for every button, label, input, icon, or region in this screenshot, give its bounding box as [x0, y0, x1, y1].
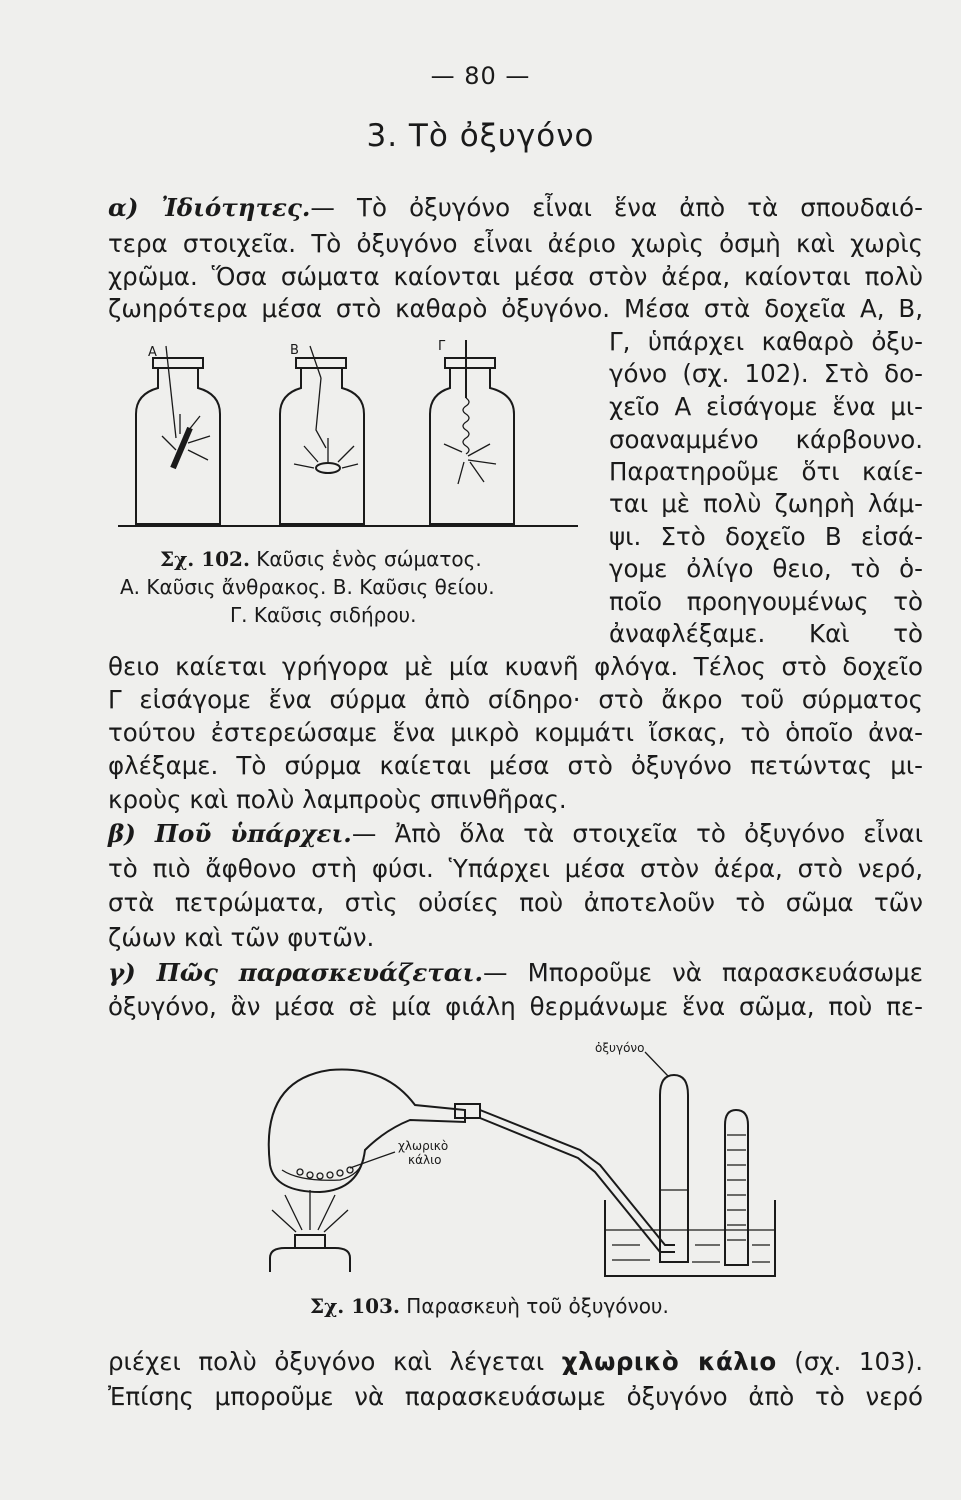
para-c-line-1: γ) Πῶς παρασκευάζεται.— Μποροῦμε νὰ παρασκευάσωμε	[108, 958, 923, 987]
figure-103-caption	[310, 1294, 669, 1318]
para-a-line-1: α) Ἰδιότητες.— Τὸ ὀξυγόνο εἶναι ἕνα ἀπὸ τὰ σπουδαιό-	[108, 193, 923, 222]
para-a-narrow-line: ἀναφλέξαμε. Καὶ τὸ	[609, 619, 923, 648]
para-b-line: στὰ πετρώματα, στὶς οὐσίες ποὺ ἀποτελοῦν τὸ σῶμα τῶν	[108, 888, 923, 917]
para-b-last-line: ζώων καὶ τῶν φυτῶν.	[108, 923, 375, 952]
para-a-line-2: τερα στοιχεῖα. Τὸ ὀξυγόνο εἶναι ἀέριο χωρὶς ὀσμὴ καὶ χωρὶς	[108, 229, 923, 258]
para-a-narrow-line: χεῖο Α εἰσάγομε ἕνα μι-	[609, 392, 923, 421]
para-a-last-line: κροὺς καὶ πολὺ λαμπροὺς σπινθῆρας.	[108, 785, 567, 814]
figure-103-number: Σχ. 103.	[310, 1294, 400, 1318]
para-a-narrow-line: γόνο (σχ. 102). Στὸ δο-	[609, 359, 923, 388]
para-c-line-4: Ἐπίσης μποροῦμε νὰ παρασκευάσωμε ὀξυγόνο ἀπὸ τὸ νερό	[108, 1382, 923, 1411]
label-chlorate-2: κάλιο	[408, 1153, 442, 1167]
figure-label-c: Γ	[438, 339, 446, 354]
potassium-chlorate-crystals	[297, 1167, 353, 1179]
para-b-line-1: β) Ποῦ ὑπάρχει.— Ἀπὸ ὅλα τὰ στοιχεῖα τὸ ὀξυγόνο εἶναι	[108, 819, 923, 848]
term-potassium-chlorate: χλωρικὸ κάλιο	[561, 1347, 777, 1376]
para-a-rest-line: Γ εἰσάγομε ἕνα σύρμα ἀπὸ σίδηρο· στὸ ἄκρο τοῦ σύρματος	[108, 685, 923, 714]
para-a-line-4: ζωηρότερα μέσα στὸ καθαρὸ ὀξυγόνο. Μέσα στὰ δοχεῖα Α, Β,	[108, 294, 923, 323]
figure-102-caption	[160, 547, 482, 571]
figure-103-title: Παρασκευὴ τοῦ ὀξυγόνου.	[406, 1294, 669, 1318]
para-a-narrow-line: ψι. Στὸ δοχεῖο Β εἰσά-	[609, 522, 923, 551]
gas-jar	[660, 1075, 688, 1262]
para-c-heading: γ) Πῶς παρασκευάζεται.	[108, 958, 484, 987]
label-chlorate-1: χλωρικὸ	[398, 1139, 449, 1153]
figure-label-b: Β	[290, 343, 299, 358]
para-a-narrow-line: Παρατηροῦμε ὅτι καίε-	[609, 457, 923, 486]
para-b-heading: β) Ποῦ ὑπάρχει.	[108, 819, 352, 848]
figure-102-caption-line-2: Α. Καῦσις ἄνθρακος. Β. Καῦσις θείου.	[120, 575, 495, 599]
page-number: — 80 —	[430, 62, 531, 90]
para-a-narrow-line: γομε ὀλίγο θειο, τὸ ὁ-	[609, 554, 923, 583]
para-c-line-2: ὀξυγόνο, ἂν μέσα σὲ μία φιάλη θερμάνωμε ἕνα σῶμα, ποὺ πε-	[108, 992, 923, 1021]
figure-102	[118, 338, 578, 528]
para-a-narrow-line: σοαναμμένο κάρβουνο.	[609, 425, 923, 454]
para-a-line-3: χρῶμα. Ὅσα σώματα καίονται μέσα στὸν ἀέρα, καίονται πολὺ	[108, 262, 923, 291]
water-column	[725, 1110, 748, 1265]
jar-c	[430, 340, 514, 524]
para-a-rest-line: θειο καίεται γρήγορα μὲ μία κυανῆ φλόγα. Τέλος στὸ δοχεῖο	[108, 652, 923, 681]
label-oxygen: ὀξυγόνο	[595, 1041, 645, 1055]
para-a-heading: α) Ἰδιότητες.	[108, 193, 311, 222]
sparks-c	[444, 444, 496, 484]
para-a-rest-line: φλέξαμε. Τὸ σύρμα καίεται μέσα στὸ ὀξυγόνο πετώντας μι-	[108, 751, 923, 780]
figure-103	[240, 1040, 930, 1285]
figure-102-caption-line-3: Γ. Καῦσις σιδήρου.	[230, 603, 417, 627]
jar-b	[280, 346, 364, 524]
figure-102-number: Σχ. 102.	[160, 547, 250, 571]
jar-a	[136, 346, 220, 524]
para-a-rest-line: τούτου ἐστερεώσαμε ἕνα μικρὸ κομμάτι ἴσκας, τὸ ὁποῖο ἀνα-	[108, 718, 923, 747]
water-trough	[605, 1200, 775, 1276]
para-a-narrow-line: Γ, ὑπάρχει καθαρὸ ὀξυ-	[609, 327, 923, 356]
figure-label-a: Α	[148, 345, 157, 360]
section-title: 3. Τὸ ὀξυγόνο	[366, 118, 595, 154]
para-c-line-3: ριέχει πολὺ ὀξυγόνο καὶ λέγεται χλωρικὸ κάλιο (σχ. 103).	[108, 1347, 923, 1376]
para-b-line: τὸ πιὸ ἄφθονο στὴ φύσι. Ὑπάρχει μέσα στὸν ἀέρα, στὸ νερό,	[108, 854, 923, 883]
retort-flask	[269, 1069, 465, 1192]
para-a-narrow-line: ται μὲ πολὺ ζωηρὴ λάμ-	[609, 489, 923, 518]
para-a-narrow-line: ποῖο προηγουμένως τὸ	[609, 587, 923, 616]
burner-flame	[272, 1190, 348, 1232]
figure-102-title: Καῦσις ἑνὸς σώματος.	[256, 547, 482, 571]
burner	[270, 1190, 350, 1272]
